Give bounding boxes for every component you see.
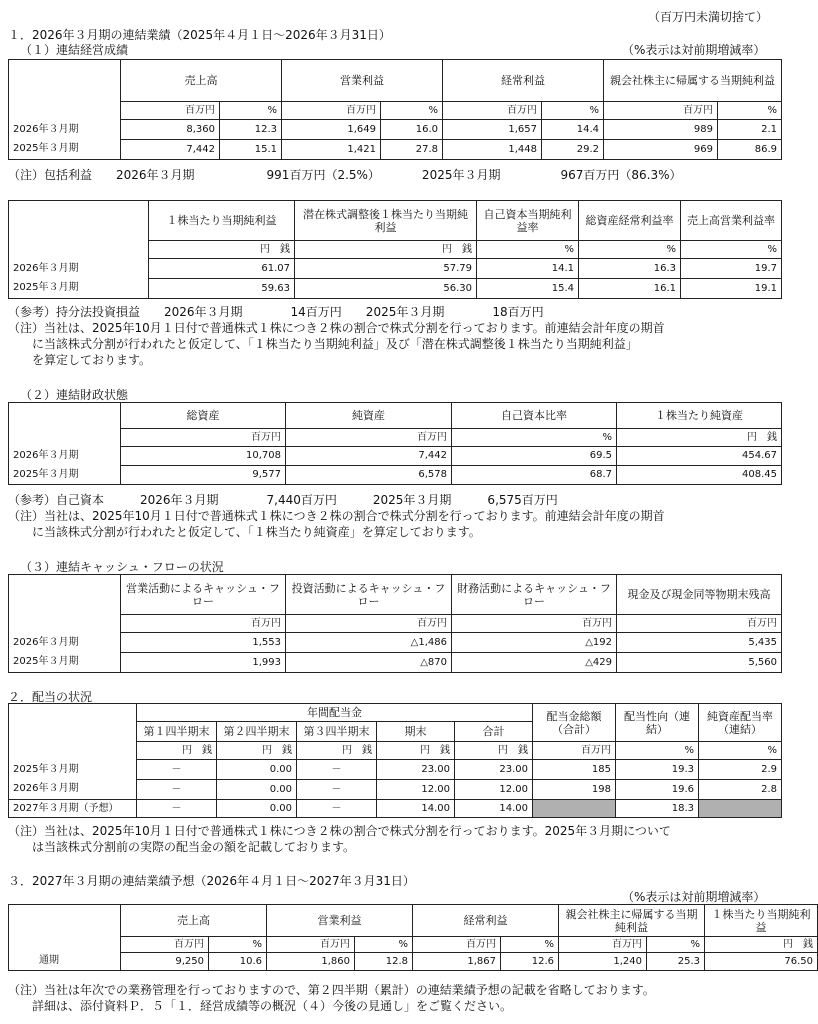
value-cell: 14.00 (455, 800, 533, 818)
forecast-pct-note: （%表示は対前期増減率） (622, 890, 766, 904)
value-cell: 1,993 (121, 653, 286, 673)
unit-cell: 円 銭 (217, 742, 297, 760)
unit-cell: 百万円 (443, 102, 542, 120)
value-cell: 1,860 (267, 953, 355, 971)
col-header: 総資産経常利益率 (579, 201, 681, 241)
row-label-header (9, 704, 137, 742)
col-header: 第３四半期末 (297, 722, 377, 742)
unit-cell: 円 銭 (137, 742, 217, 760)
unit-cell: 百万円 (121, 429, 286, 447)
col-header: 営業利益 (267, 905, 413, 937)
unit-cell: % (477, 241, 579, 259)
value-cell: 1,421 (282, 140, 381, 160)
value-cell: 2.1 (718, 120, 782, 140)
col-header: 期末 (377, 722, 455, 742)
value-cell: 185 (533, 760, 616, 780)
value-cell: 76.50 (705, 953, 818, 971)
value-cell: 14.00 (377, 800, 455, 818)
row-label: 2025年３月期 (9, 653, 121, 673)
col-header: 配当性向（連結） (616, 704, 699, 742)
row-label: 2025年３月期 (9, 140, 121, 160)
col-header: 自己資本比率 (452, 403, 617, 429)
unit-cell: 百万円 (267, 937, 355, 953)
unit-cell: % (501, 937, 559, 953)
unit-cell: 円 銭 (455, 742, 533, 760)
row-label-header (9, 905, 121, 937)
col-header: １株当たり当期純利益 (149, 201, 295, 241)
value-cell: 14.1 (477, 259, 579, 279)
row-label: 2026年３月期 (9, 259, 149, 279)
col-header: １株当たり当期純利益 (705, 905, 818, 937)
value-cell: 454.67 (617, 447, 782, 466)
unit-cell: % (616, 742, 699, 760)
col-header: 総資産 (121, 403, 286, 429)
blank-cell (9, 102, 121, 120)
shaded-cell (533, 800, 616, 818)
value-cell: 25.3 (647, 953, 705, 971)
unit-cell: % (699, 742, 782, 760)
row-label: 2026年３月期 (9, 120, 121, 140)
comprehensive-income-note: （注）包括利益 2026年３月期 991百万円（2.5%） 2025年３月期 967百万円（86.3%） (8, 168, 682, 182)
value-cell: 1,448 (443, 140, 542, 160)
value-cell: 12.8 (355, 953, 413, 971)
unit-cell: 百万円 (452, 615, 617, 633)
value-cell: 5,560 (617, 653, 782, 673)
value-cell: 57.79 (295, 259, 477, 279)
unit-cell: 百万円 (286, 429, 452, 447)
value-cell: 56.30 (295, 279, 477, 299)
value-cell: － (137, 760, 217, 780)
value-cell: － (297, 780, 377, 800)
bps-split-note: （注）当社は、2025年10月１日付で普通株式１株につき２株の割合で株式分割を行っております。前連結会計年度の期首 (8, 509, 665, 523)
value-cell: 0.00 (217, 760, 297, 780)
col-header: 第２四半期末 (217, 722, 297, 742)
blank-cell (9, 241, 149, 259)
row-label: 通期 (9, 953, 121, 971)
unit-cell: 円 銭 (297, 742, 377, 760)
unit-cell: % (381, 102, 443, 120)
value-cell: 18.3 (616, 800, 699, 818)
value-cell: 69.5 (452, 447, 617, 466)
value-cell: 2.8 (699, 780, 782, 800)
col-header: 潜在株式調整後１株当たり当期純利益 (295, 201, 477, 241)
row-label: 2027年３月期（予想） (9, 800, 137, 818)
value-cell: 408.45 (617, 466, 782, 485)
unit-cell: 百万円 (559, 937, 647, 953)
forecast-note: （注）当社は年次での業務管理を行っておりますので、第２四半期（累計）の連結業績予想の記載を省略しております。 (8, 983, 655, 997)
col-header: 営業利益 (282, 60, 443, 102)
col-header: 親会社株主に帰属する当期純利益 (559, 905, 705, 937)
unit-cell: % (579, 241, 681, 259)
value-cell: 14.4 (542, 120, 604, 140)
unit-cell: 円 銭 (705, 937, 818, 953)
row-label-header (9, 60, 121, 102)
value-cell: 5,435 (617, 633, 782, 653)
table-row (9, 780, 782, 800)
value-cell: 6,578 (286, 466, 452, 485)
unit-note: （百万円未満切捨て） (648, 10, 769, 24)
stock-split-note: （注）当社は、2025年10月１日付で普通株式１株につき２株の割合で株式分割を行っております。前連結会計年度の期首 (8, 321, 665, 335)
table-row (9, 120, 782, 140)
unit-cell: 百万円 (533, 742, 616, 760)
financial-position-table (8, 402, 782, 485)
value-cell: 19.3 (616, 760, 699, 780)
cash-flow-table (8, 574, 782, 673)
value-cell: 12.00 (377, 780, 455, 800)
table-row (9, 259, 782, 279)
subsection-2-title: （２）連結財政状態 (20, 388, 129, 402)
annual-dividend-header: 年間配当金 (137, 704, 533, 722)
value-cell: 1,240 (559, 953, 647, 971)
col-header: 純資産配当率（連結） (699, 704, 782, 742)
value-cell: 0.00 (217, 800, 297, 818)
table-row (9, 760, 782, 780)
value-cell: 27.8 (381, 140, 443, 160)
value-cell: 23.00 (377, 760, 455, 780)
value-cell: △1,486 (286, 633, 452, 653)
col-header: 投資活動によるキャッシュ・フロー (286, 575, 452, 615)
value-cell: － (297, 800, 377, 818)
equity-reference-note: （参考）自己資本 2026年３月期 7,440百万円 2025年３月期 6,575百万円 (8, 493, 558, 507)
row-label: 2026年３月期 (9, 633, 121, 653)
table-row (9, 633, 782, 653)
value-cell: 7,442 (121, 140, 220, 160)
col-header: 自己資本当期純利益率 (477, 201, 579, 241)
unit-cell: 百万円 (413, 937, 501, 953)
pct-note: （%表示は対前期増減率） (622, 43, 766, 57)
unit-cell: 百万円 (121, 615, 286, 633)
value-cell: 16.3 (579, 259, 681, 279)
col-header: 売上高営業利益率 (681, 201, 782, 241)
value-cell: 2.9 (699, 760, 782, 780)
unit-cell: % (220, 102, 282, 120)
unit-cell: % (647, 937, 705, 953)
table-row (9, 447, 782, 466)
unit-cell: 円 銭 (377, 742, 455, 760)
row-label-header (9, 201, 149, 241)
unit-cell: 百万円 (121, 937, 209, 953)
value-cell: 86.9 (718, 140, 782, 160)
value-cell: 8,360 (121, 120, 220, 140)
value-cell: 9,250 (121, 953, 209, 971)
forecast-table (8, 904, 818, 971)
value-cell: 15.4 (477, 279, 579, 299)
stock-split-note-line2: に当該株式分割が行われたと仮定して、「１株当たり当期純利益」及び「潜在株式調整後１株当たり当期純利益」 (8, 337, 638, 351)
value-cell: 1,657 (443, 120, 542, 140)
operating-results-table (8, 59, 782, 160)
subsection-3-title: （３）連結キャッシュ・フローの状況 (20, 560, 224, 574)
unit-cell: % (355, 937, 413, 953)
stock-split-note-line3: を算定しております。 (8, 353, 152, 367)
unit-cell: 百万円 (286, 615, 452, 633)
value-cell: 0.00 (217, 780, 297, 800)
col-header: 配当金総額（合計） (533, 704, 616, 742)
value-cell: 12.6 (501, 953, 559, 971)
blank-cell (9, 937, 121, 953)
col-header: 経常利益 (443, 60, 604, 102)
value-cell: 1,867 (413, 953, 501, 971)
unit-cell: % (209, 937, 267, 953)
col-header: 合計 (455, 722, 533, 742)
blank-cell (9, 429, 121, 447)
unit-cell: 百万円 (121, 102, 220, 120)
unit-cell: 百万円 (604, 102, 718, 120)
value-cell: 16.1 (579, 279, 681, 299)
value-cell: － (137, 800, 217, 818)
row-label: 2026年３月期 (9, 780, 137, 800)
unit-cell: % (542, 102, 604, 120)
blank-cell (9, 615, 121, 633)
unit-cell: % (452, 429, 617, 447)
unit-cell: 円 銭 (617, 429, 782, 447)
col-header: 純資産 (286, 403, 452, 429)
row-label-header (9, 403, 121, 429)
col-header: 営業活動によるキャッシュ・フロー (121, 575, 286, 615)
value-cell: 969 (604, 140, 718, 160)
table-row (9, 800, 782, 818)
value-cell: 1,553 (121, 633, 286, 653)
col-header: 親会社株主に帰属する当期純利益 (604, 60, 782, 102)
value-cell: 16.0 (381, 120, 443, 140)
unit-cell: 円 銭 (149, 241, 295, 259)
value-cell: △429 (452, 653, 617, 673)
dividend-note-line2: は当該株式分割前の実際の配当金の額を記載しております。 (8, 840, 356, 854)
value-cell: － (297, 760, 377, 780)
blank-cell (9, 742, 137, 760)
col-header: 経常利益 (413, 905, 559, 937)
per-share-table (8, 200, 782, 299)
dividend-note: （注）当社は、2025年10月１日付で普通株式１株につき２株の割合で株式分割を行っております。2025年３月期について (8, 824, 671, 838)
table-row (9, 953, 818, 971)
col-header: １株当たり純資産 (617, 403, 782, 429)
shaded-cell (699, 800, 782, 818)
equity-method-note: （参考）持分法投資損益 2026年３月期 14百万円 2025年３月期 18百万円 (8, 305, 544, 319)
unit-cell: 円 銭 (295, 241, 477, 259)
value-cell: 10,708 (121, 447, 286, 466)
value-cell: 19.1 (681, 279, 782, 299)
value-cell: － (137, 780, 217, 800)
value-cell: 61.07 (149, 259, 295, 279)
value-cell: 68.7 (452, 466, 617, 485)
bps-split-note-line2: に当該株式分割が行われたと仮定して、「１株当たり純資産」を算定しております。 (8, 525, 481, 539)
section-2-title: ２．配当の状況 (8, 690, 93, 704)
value-cell: 989 (604, 120, 718, 140)
subsection-1-title: （１）連結経営成績 (20, 43, 129, 57)
col-header: 現金及び現金同等物期末残高 (617, 575, 782, 615)
row-label-header (9, 575, 121, 615)
value-cell: 7,442 (286, 447, 452, 466)
unit-cell: 百万円 (282, 102, 381, 120)
table-row (9, 279, 782, 299)
table-row (9, 140, 782, 160)
table-row (9, 653, 782, 673)
value-cell: 19.7 (681, 259, 782, 279)
unit-cell: % (718, 102, 782, 120)
unit-cell: % (681, 241, 782, 259)
value-cell: 19.6 (616, 780, 699, 800)
value-cell: 10.6 (209, 953, 267, 971)
value-cell: 198 (533, 780, 616, 800)
dividend-table (8, 703, 782, 818)
value-cell: △192 (452, 633, 617, 653)
section-1-title: １．2026年３月期の連結業績（2025年４月１日～2026年３月31日） (8, 28, 391, 42)
value-cell: 29.2 (542, 140, 604, 160)
value-cell: 59.63 (149, 279, 295, 299)
row-label: 2025年３月期 (9, 279, 149, 299)
forecast-note-line2: 詳細は、添付資料Ｐ．５「１．経営成績等の概況（４）今後の見通し」をご覧ください。 (8, 999, 513, 1013)
table-row (9, 466, 782, 485)
col-header: 売上高 (121, 905, 267, 937)
value-cell: 9,577 (121, 466, 286, 485)
value-cell: 12.00 (455, 780, 533, 800)
value-cell: 23.00 (455, 760, 533, 780)
row-label: 2026年３月期 (9, 447, 121, 466)
value-cell: 12.3 (220, 120, 282, 140)
unit-cell: 百万円 (617, 615, 782, 633)
row-label: 2025年３月期 (9, 466, 121, 485)
col-header: 売上高 (121, 60, 282, 102)
value-cell: 15.1 (220, 140, 282, 160)
col-header: 財務活動によるキャッシュ・フロー (452, 575, 617, 615)
value-cell: △870 (286, 653, 452, 673)
value-cell: 1,649 (282, 120, 381, 140)
section-3-title: ３．2027年３月期の連結業績予想（2026年４月１日～2027年３月31日） (8, 874, 415, 888)
col-header: 第１四半期末 (137, 722, 217, 742)
row-label: 2025年３月期 (9, 760, 137, 780)
